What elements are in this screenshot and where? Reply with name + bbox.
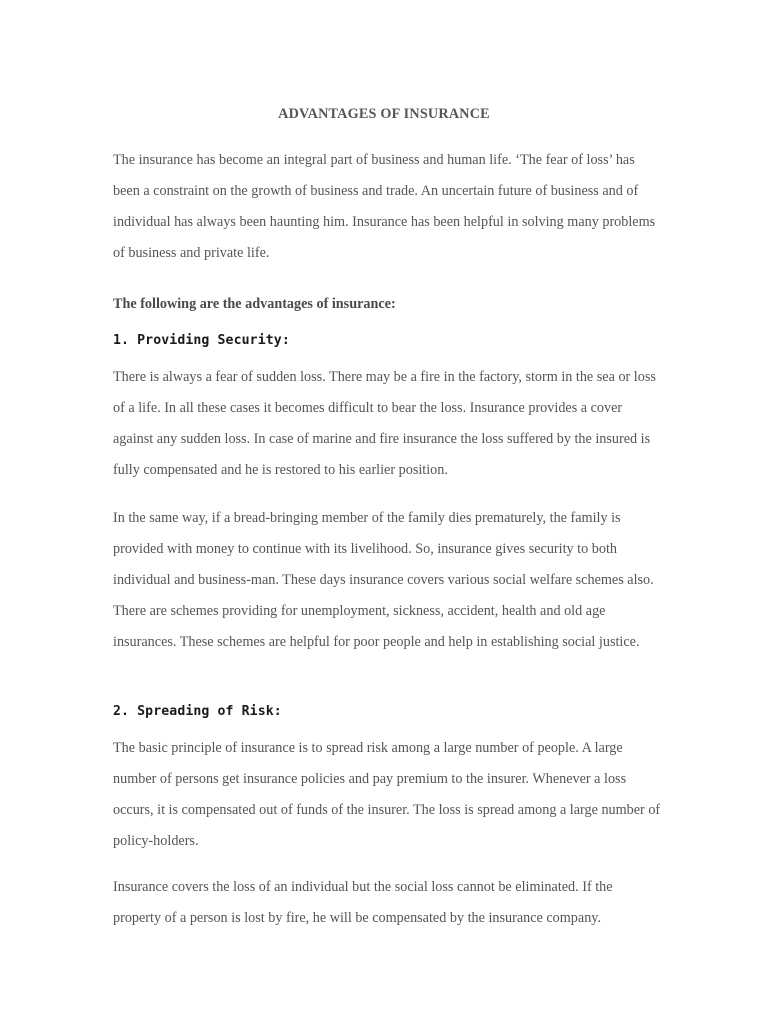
advantages-heading: The following are the advantages of insurance: (113, 296, 396, 312)
risk-paragraph-1: The basic principle of insurance is to spread risk among a large number of people. A large number of persons get insurance policies and pay premium to the insurer. Whenever a loss occurs, it is compensated out of funds of the insurer. The loss is spread among a large number of policy-holders. (113, 740, 661, 850)
risk-paragraph-2: Insurance covers the loss of an individual but the social loss cannot be eliminated. If the property of a person is lost by fire, he will be compensated by the insurance company. (113, 879, 613, 927)
security-paragraph-2: In the same way, if a bread-bringing member of the family dies prematurely, the family is provided with money to continue with its livelihood. So, insurance gives security to both individual and business-man. These days insurance covers various social welfare schemes also. There are schemes providing for unemployment, sickness, accident, health and old age insurances. These schemes are helpful for poor people and help in establishing social justice. (113, 510, 654, 651)
section-heading-providing-security: 1. Providing Security: (113, 333, 290, 348)
document-title: ADVANTAGES OF INSURANCE (278, 106, 490, 122)
intro-paragraph: The insurance has become an integral part of business and human life. ‘The fear of loss’ has been a constraint on the growth of business and trade. An uncertain future of business and of individual has always been haunting him. Insurance has been helpful in solving many problems of business and private life. (113, 152, 656, 262)
security-paragraph-1: There is always a fear of sudden loss. There may be a fire in the factory, storm in the sea or loss of a life. In all these cases it becomes difficult to bear the loss. Insurance provides a cover against any sudden loss. In case of marine and fire insurance the loss suffered by the insured is fully compensated and he is restored to his earlier position. (113, 369, 656, 479)
section-heading-spreading-of-risk: 2. Spreading of Risk: (113, 704, 282, 719)
